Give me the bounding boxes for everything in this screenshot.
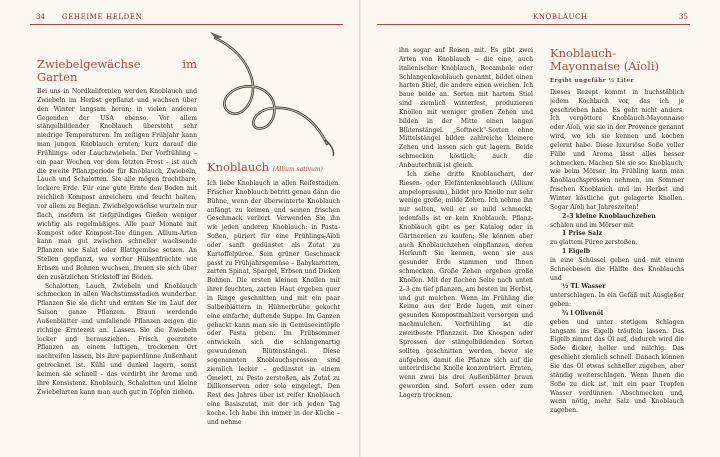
left-page [0, 0, 359, 457]
running-head: KNOBLAUCH [533, 13, 588, 21]
ingredient: 2–3 kleine Knoblauchzehen [562, 212, 656, 220]
recipe-step: schälen und im Mörser mit [550, 221, 634, 229]
paragraph: ihn sogar auf Reisen mit. Es gibt zwei Arten von Knoblauch – die eine, auch italienischer Knoblauch, Rocambole oder Schlangenknoblauch genannt, bildet einen harten Stiel, die andere einen weichen. Ich baue beide an. Sorten mit hartem Stiel sind ziemlich winterfest, produzieren Knollen mit weniger großen Zehen und bilden in der Mitte einen langen Blütenstängel. „Softneck"-Sorten ohne Mittelstängel bilden zahlreiche kleinere Zehen und lassen sich gut lagern. Beide schmecken köstlich; auch die Anbautechnik ist gleich. [399, 47, 533, 169]
header-rule [377, 24, 690, 25]
page-number: 34 [36, 13, 45, 21]
paragraph: Bei uns in Nordkalifornien werden Knoblauch und Zwiebeln im Herbst gepflanzt und wachsen über den Winter langsam heran; in vielen anderen Gegenden der USA ebenso. Vor allem stängelbildender Knoblauch übersteht sehr niedrige Temperaturen. Im zeitigen Frühjahr kann man jungen Knoblauch ernten; kurz darauf die Frühlings- oder Lauchzwiebeln. Der Vorfrühling – ein paar Wochen vor dem letzten Frost – ist auch die zweite Pflanzperiode für Knoblauch, Zwiebeln, Lauch und Schalotten. Sie alle mögen fruchtbare, lockere Erde. Für eine gute Ernte den Boden mit reichlich Kompost anreichern und feucht halten, vor allem zu Beginn. Zwiebelgewächse wurzeln nur flach, insofern ist tiefgründiges Gießen weniger wichtig als regelmäßiges. Alle paar Monate mit Kompost oder Kompost-Tee düngen. Allium-Arten kann man gut zwischen schneller wachsende Pflanzen wie Salat oder Blattgemüse setzen. An Stellen gepflanzt, wo vorher Hülsenfrüchte wie Erbsen und Bohnen wuchsen, freuen sie sich über den zusätzlichen Stickstoff im Boden. [37, 88, 197, 281]
ingredient: ¾ l Olivenöl [562, 309, 604, 317]
page-number: 35 [679, 13, 688, 21]
right-page [361, 0, 720, 457]
ingredient: ½ TL Wasser [562, 283, 606, 291]
column-recipe [550, 47, 684, 447]
ingredient: 1 Prise Salz [562, 230, 603, 238]
paragraph: Schalotten, Lauch, Zwiebeln und Knoblauch schmecken in allen Wachstumsstadien wunderbar. Pflanzen Sie sie dicht und ernten Sie im Lauf der Saison ganze Pflanzen. Braun werdende Außenblätter und umfallende Pflanzen zeigen die richtige Erntezeit an. Lassen Sie die Zwiebeln locker und herausziehen. Frisch geerntete Pflanzen an einem luftigen, trockenen Ort nachreifen lassen, bis ihre papierdünne Außenhaut getrocknet ist. Kühl und dunkel lagern, sonst keimen sie schnell – das verdirbt ihr Aroma und ihre Konsistenz. Knoblauch, Schalotten und kleine Zwiebelarten kann man auch gut in Töpfen ziehen. [37, 282, 197, 396]
column-knoblauch [207, 161, 340, 449]
section-heading: Zwiebelgewächse im Garten [37, 58, 197, 84]
header-rule [30, 24, 343, 25]
column-zwiebelgewaechse [37, 58, 197, 448]
paragraph: Ich ziehe dritte Knoblauchart, der Riesen- oder Elefantenknoblauch (Allium ampeloprasum), bildet pro Knolle nur sehr wenige große, milde Zehen. Ich nehme ihn nur selten, weil er so mild schmeckt; jedenfalls ist er kein Knoblauch. Pflanz-Knoblauch gibt es per Katalog oder in Gärtnereien zu kaufen; Sie können aber auch Knoblauchzehen einpflanzen, deren Herkunft Sie kennen, wenn sie aus gesunder Erde stammen und Ihnen schmecken. Große Zehen ergeben große Knollen. Mit der flachen Seite nach unten 2–3 cm tief pflanzen, am besten im Herbst, und gut mulchen. Wenn im Frühling die Keime aus der Erde lugen, mit einer gesunden Kompostmahlzeit versorgen und nachmulchen. Vorfrühling ist die zweitbeste Pflanzzeit. Die Knospen oder Sprossen der stängelbildenden Sorten sollten geschnitten werden, bevor sie aufgehen, damit die Pflanze sich auf die unterirdische Knolle konzentriert. Ernten, wenn zwei bis drei Außenblätter braun geworden sind. Sofort essen oder zum Lagern trocknen. [399, 170, 533, 399]
recipe-step: unterschlagen. In ein Gefäß mit Ausgießer geben: [550, 292, 684, 309]
recipe-step: in eine Schüssel geben und mit einem Schneebesen die Hälfte des Knoblauchs und [550, 256, 684, 282]
garlic-scape-illustration [207, 28, 339, 158]
recipe-step: zu glattem Püree zerstoßen. [550, 239, 638, 247]
column-anbau [399, 47, 533, 447]
running-head: GEHEIME HELDEN [62, 13, 143, 21]
heading-text: Knoblauch [207, 161, 270, 174]
recipe-step: Dieses Rezept kommt in buchstäblich jedem Kochbuch vor, das ich je geschrieben habe. Es geht nicht anders. Ich vergöttere Knoblauch-Mayonnaise oder Aïoli, wie sie in der Provence genannt wird, wo ich sie kennen und kochen gelernt habe. Diese luxuriöse Soße voller Fülle und Aroma lässt alles besser schmecken. Machen Sie sie so: Knoblauch, wie beim Mörser. Im Frühling kann man Knoblauchsprossen nehmen, im Sommer frischen Knoblauch und im Herbst und Winter köstliche gut gelagerte Knollen. Sogar Aïoli hat Jahreszeiten! [550, 88, 684, 211]
recipe-title: Knoblauch-Mayonnaise (Aïoli) [550, 47, 659, 73]
latin-name: (Allium sativum) [272, 166, 323, 173]
section-heading [207, 161, 340, 176]
recipe-body [550, 89, 684, 416]
paragraph: Ich liebe Knoblauch in allen Reifestadien. Frischer Knoblauch betritt genau dann die Bühne, wenn der überwinterte Knoblauch anfängt zu keimen und seinen frischen Geschmack verliert. Verwenden Sie ihn wie jeden anderen Knoblauch: in Pasta-Soßen, püriert für eine Frühlings-Aïoli oder sanft gedünstet als Zutat zu Kartoffelpüree. Sein grüner Geschmack passt zu Frühjahrsgemüse – Babykarotten, zarten Spinat, Spargel, Erbsen und Dicken Bohnen. Die ersten kleinen Knollen mit ihrer feuchten, zarten Haut ergeben quer in Ringe geschnitten und mit ein paar Salbeiblättern in Hühnerbrühe gekocht eine einfache, duftende Suppe. Im Ganzen gebackt kann man sie in Gemüseeintöpfe oder Pasta geben. Im Frühsommer entwickeln sich die schlangenartig gewundenen Blütenstängel. Diese sogenannten Knoblauchsprossen sind ziemlich lecker – gedünstet in einem Omelett, zu Pesto zerstoßen, als Zutat zu Dillkonserven oder solo eingelegt. Den Rest des Jahres über ist reifer Knoblauch eine Basiszutat, mit der ich jeden Tag koche. Ich habe ihn immer in der Küche – und nehme [207, 180, 340, 426]
recipe-step: geben und unter stetigem Schlagen langsam ins Eigelb träufeln lassen. Das Eigelb nimmt das Öl auf, dadurch wird die Soße dicker, heller und milchig. Das geschieht ziemlich schnell. Danach können Sie das Öl etwas schneller zugeben, aber ständig weiterschlagen. Wenn Ihnen die Soße zu dick ist, mit ein paar Tropfen Wasser verdünnen. Abschmecken und, wenn nötig, mehr Salz und Knoblauch zugeben. [550, 318, 684, 415]
ingredient: 1 Eigelb [562, 248, 591, 256]
recipe-yield: Ergibt ungefähr ⅓ Liter [550, 78, 634, 84]
